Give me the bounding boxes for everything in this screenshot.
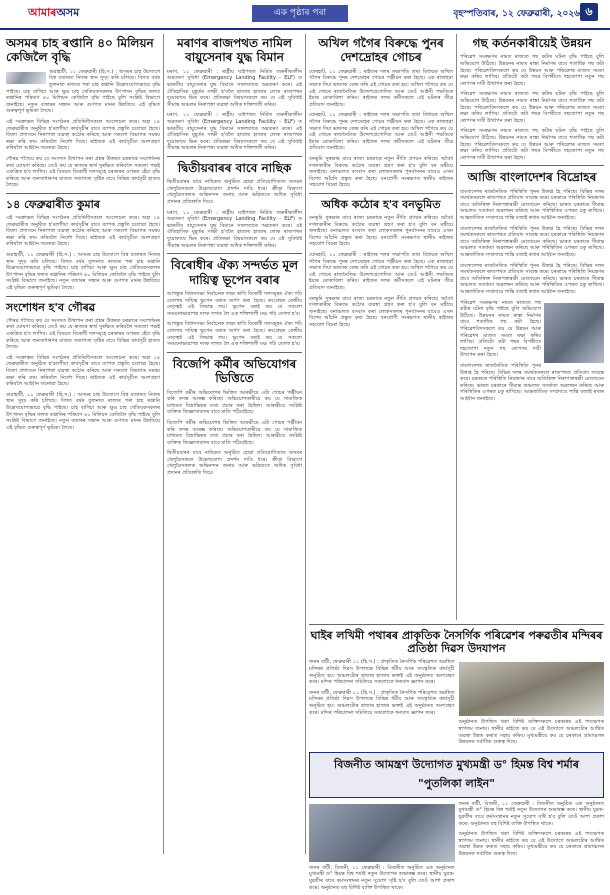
divider (167, 352, 302, 353)
article-text: এই সংক্ৰান্তত বিভিন্ন সংগঠনৰ প্ৰতিনিধিসকলে আলোচনা কৰে। অহা ১৪ ফেব্ৰুৱাৰীত অনুষ্ঠিত হ'বলগীয়া কাৰ্যসূচীৰ বাবে ব্যাপক প্ৰস্তুতি চলোৱা হৈছে। জিলা প্ৰশাসনে নিৰাপত্তা ব্যৱস্থা কঠোৰ কৰিছে আৰু সকলো বিভাগক সমন্বয় ৰক্ষা কৰি কাম কৰিবলৈ নিৰ্দেশ দিছে। ৰাইজক এই কাৰ্যসূচীত অংশগ্ৰহণ কৰিবলৈ আহ্বান জনোৱা হৈছে। (6, 118, 160, 152)
date-line: বৃহস্পতিবাৰ, ১২ ফেব্ৰুৱাৰী, ২০২৬ (453, 9, 580, 19)
article-text: বাংলাদেশৰ ৰাজনৈতিক পৰিস্থিতি পুনৰ উত্তপ্ত হৈ পৰিছে। বিভিন্ন দলৰ সমৰ্থকসকলে ৰাজপথত প্ৰতিবাদ সাব্যস্ত কৰে। চৰকাৰে পৰিস্থিতি নিয়ন্ত্ৰণৰ বাবে অতিৰিক্ত নিৰাপত্তাৰক্ষী মোতায়েন কৰিছে। ভাৰত চৰকাৰে সীমান্ত অঞ্চলত সতৰ্কতা অৱলম্বন কৰিছে আৰু পৰিস্থিতিৰ ওপৰত চকু ৰাখিছে। আন্তৰ্জাতিক সম্প্ৰদায়ে শান্তি বজাই ৰখাৰ আহ্বান জনাইছে। (460, 262, 604, 295)
bottom-feature (309, 620, 604, 891)
article-text: গুৱাহাটী, ১১ ফেব্ৰুৱাৰী (হি.স.) : অসমৰ চাহ উদ্যোগে বিশ্ব বজাৰত নিজৰ স্থান সুদৃঢ় কৰি চলিছে। বিগত বৰ্ষৰ তুলনাত ৰাজ্যৰ পৰা চাহ ৰপ্তানি উল্লেখযোগ্যভাৱে বৃদ্ধি পাইছে। চাহ বাগিচা আৰু ক্ষুদ্ৰ চাহ খেতিয়কসকলৰ উৎপাদন বৃদ্ধিৰ ফলত ৰপ্তানিৰ পৰিমাণ ৪০ মিলিয়ন কেজিলৈ বৃদ্ধি পাইছে বুলি সংশ্লিষ্ট বিভাগে জনাইছে। নতুন বজাৰৰ সন্ধান আৰু গুণগত মানৰ উন্নতিয়ে এই বৃদ্ধিত গুৰুত্বপূৰ্ণ ভূমিকা লৈছে। (6, 252, 160, 291)
article-text: গুৱাহাটী, ১১ ফেব্ৰুৱাৰী (হি.স.) : অসমৰ চাহ উদ্যোগে বিশ্ব বজাৰত নিজৰ স্থান সুদৃঢ় কৰি চলিছে। বিগত বৰ্ষৰ তুলনাত ৰাজ্যৰ পৰা চাহ ৰপ্তানি উল্লেখযোগ্যভাৱে বৃদ্ধি পাইছে। চাহ বাগিচা আৰু ক্ষুদ্ৰ চাহ খেতিয়কসকলৰ উৎপাদন বৃদ্ধিৰ ফলত ৰপ্তানিৰ পৰিমাণ ৪০ মিলিয়ন কেজিলৈ বৃদ্ধি পাইছে বুলি সংশ্লিষ্ট বিভাগে জনাইছে। নতুন বজাৰৰ সন্ধান আৰু গুণগত মানৰ উন্নতিয়ে এই বৃদ্ধিত গুৰুত্বপূৰ্ণ ভূমিকা লৈছে। (6, 68, 160, 115)
column-rule (163, 34, 164, 854)
article-text: জনৰ বাটী, ফেব্ৰুৱাৰী ১১ (হি.স.) : প্ৰাকৃতিক নৈসৰ্গিক পৰিৱেশত অৱস্থিত মন্দিৰৰ প্ৰতিষ্ঠা দিৱস উপলক্ষে বিভিন্ন ধৰ্মীয় আৰু সাংস্কৃতিক কাৰ্যসূচী অনুষ্ঠিত হয়। অঞ্চলটোৰ হাজাৰ হাজাৰ ভক্তই এই অনুষ্ঠানত অংশগ্ৰহণ কৰে। মন্দিৰ পৰিচালনা সমিতিয়ে সকলোকে ধন্যবাদ জ্ঞাপন কৰে। (309, 659, 455, 686)
divider (167, 156, 302, 157)
headline-tree-cutting: গছ কৰ্তনকাৰীয়েই উন্নয়ন (472, 36, 592, 50)
article-text: পৰিৱেশ সংৰক্ষণৰ নামত ৰাজ্যত গছ কটাৰ ঘটনা বৃদ্ধি পাইছে বুলি অভিযোগ উঠিছে। উন্নয়নৰ নামত ৰাস্তা নিৰ্মাণৰ বাবে শতাধিক গছ কটা হৈছে। পৰিৱেশবিদসকলে কয় যে উন্নয়ন আৰু পৰিৱেশৰ মাজত সমতা ৰক্ষা কৰিব লাগিব। প্ৰতিটো কটা গছৰ বিপৰীতে দহজোপা নতুন গছ ৰোপণৰ দাবী উত্থাপন কৰা হৈছে। (460, 54, 604, 87)
temple-photo (459, 662, 605, 716)
article-text: বনভূমি সুৰক্ষাৰ বাবে ৰাজ্য চৰকাৰে নতুন নীতি প্ৰণয়ন কৰিছে। অবৈধ দখলকাৰীৰ বিৰুদ্ধে কঠোৰ ব্যৱস্থা গ্ৰহণ কৰা হ'ব বুলি বন মন্ত্ৰীয়ে জনাইছে। বনাঞ্চলত বসবাস কৰা লোকসকলৰ পুনৰ্বাসনৰ বাবেও এখন বিশেষ আঁচনি প্ৰস্তুত কৰা হৈছে। বন্যপ্ৰাণী সংৰক্ষণত স্থানীয় ৰাইজৰ সহযোগ বিচৰা হৈছে। (309, 155, 453, 189)
divider (6, 296, 160, 297)
article-text: গৌৰৱ গগৈয়ে কয় যে সংসদত উত্থাপন কৰা প্ৰশ্নৰ উত্তৰত চৰকাৰে সংশোধনৰ কথা ঘোষণা কৰিছে। তেওঁ কয় যে ৰাজ্যৰ স্বাৰ্থ সুৰক্ষিত কৰিবলৈ সকলো পক্ষই একত্ৰিত হ'ব লাগিব। এই বিষয়ত বিৰোধী দলসমূহে চৰকাৰৰ ওপৰত হেঁচা বৃদ্ধি কৰিছে আৰু জনসাধাৰণৰ মাজত সজাগতা সৃষ্টিৰ বাবে বিভিন্ন কাৰ্যসূচী হাতত লৈছে। (6, 155, 160, 189)
divider (309, 624, 604, 625)
headline-tea-export: অসমৰ চাহ ৰপ্তানি ৪০ মিলিয়ন কেজিলৈ বৃদ্ধি (6, 36, 154, 65)
divider (309, 193, 453, 194)
article-text: জনৰ বাটী, ফেব্ৰুৱাৰী ১১ (হি.স.) : প্ৰাকৃতিক নৈসৰ্গিক পৰিৱেশত অৱস্থিত মন্দিৰৰ প্ৰতিষ্ঠা দিৱস উপলক্ষে বিভিন্ন ধৰ্মীয় আৰু সাংস্কৃতিক কাৰ্যসূচী অনুষ্ঠিত হয়। অঞ্চলটোৰ হাজাৰ হাজাৰ ভক্তই এই অনুষ্ঠানত অংশগ্ৰহণ কৰে। মন্দিৰ পৰিচালনা সমিতিয়ে সকলোকে ধন্যবাদ জ্ঞাপন কৰে। (309, 689, 455, 716)
article-text: জনৰ বাটী, বিজনী, ১১ ফেব্ৰুৱাৰী : বিজনীত অনুষ্ঠিত এক অনুষ্ঠানত মুখ্যমন্ত্ৰী ড° হিমন্ত বিশ্ব শৰ্মাই নতুন উদ্যোগৰ শুভাৰম্ভ কৰে। স্থানীয় যুৱক-যুৱতীৰ বাবে কৰ্মসংস্থানৰ নতুন সুযোগ সৃষ্টি হ'ব বুলি তেওঁ আশা প্ৰকাশ কৰে। অনুষ্ঠানত বহু বিশিষ্ট ব্যক্তি উপস্থিত থাকে। (309, 864, 455, 891)
article-text: জনৰ বাটী, বিজনী, ১১ ফেব্ৰুৱাৰী : বিজনীত অনুষ্ঠিত এক অনুষ্ঠানত মুখ্যমন্ত্ৰী ড° হিমন্ত বিশ্ব শৰ্মাই নতুন উদ্যোগৰ শুভাৰম্ভ কৰে। স্থানীয় যুৱক-যুৱতীৰ বাবে কৰ্মসংস্থানৰ নতুন সুযোগ সৃষ্টি হ'ব বুলি তেওঁ আশা প্ৰকাশ কৰে। অনুষ্ঠানত বহু বিশিষ্ট ব্যক্তি উপস্থিত থাকে। (458, 800, 604, 827)
page-number: ৬ (580, 3, 598, 21)
column-1 (6, 34, 160, 854)
article-text: বাংলাদেশৰ ৰাজনৈতিক পৰিস্থিতি পুনৰ উত্তপ্ত হৈ পৰিছে। বিভিন্ন দলৰ সমৰ্থকসকলে ৰাজপথত প্ৰতিবাদ সাব্যস্ত কৰে। চৰকাৰে পৰিস্থিতি নিয়ন্ত্ৰণৰ বাবে অতিৰিক্ত নিৰাপত্তাৰক্ষী মোতায়েন কৰিছে। ভাৰত চৰকাৰে সীমান্ত অঞ্চলত সতৰ্কতা অৱলম্বন কৰিছে আৰু পৰিস্থিতিৰ ওপৰত চকু ৰাখিছে। আন্তৰ্জাতিক সম্প্ৰদায়ে শান্তি বজাই ৰখাৰ আহ্বান জনাইছে। (460, 225, 604, 259)
article-text: বনভূমি সুৰক্ষাৰ বাবে ৰাজ্য চৰকাৰে নতুন নীতি প্ৰণয়ন কৰিছে। অবৈধ দখলকাৰীৰ বিৰুদ্ধে কঠোৰ ব্যৱস্থা গ্ৰহণ কৰা হ'ব বুলি বন মন্ত্ৰীয়ে জনাইছে। বনাঞ্চলত বসবাস কৰা লোকসকলৰ পুনৰ্বাসনৰ বাবেও এখন বিশেষ আঁচনি প্ৰস্তুত কৰা হৈছে। বন্যপ্ৰাণী সংৰক্ষণত স্থানীয় ৰাইজৰ সহযোগ বিচৰা হৈছে। (309, 215, 453, 248)
headline-bangladesh: আজি বাংলাদেশৰ বিদ্ৰোহৰ (467, 170, 597, 185)
article-text: অনুষ্ঠানত উপস্থিত থকা বিশিষ্ট ব্যক্তিসকলে চৰকাৰৰ এই পদক্ষেপক স্বাগতম জনায়। স্থানীয় ৰাইজে কয় যে এই উদ্যোগে অঞ্চলটোৰ আৰ্থিক অৱস্থা উন্নত কৰাত সহায় কৰিব। মুখ্যমন্ত্ৰীয়ে কয় যে চৰকাৰে গ্ৰামাঞ্চলৰ উন্নয়নক সৰ্বাধিক গুৰুত্ব দিছে। (458, 831, 604, 857)
headline-air-force-landing: মৰাণৰ ৰাজপথত নামিল বায়ুসেনাৰ যুদ্ধ বিমান (177, 36, 292, 65)
article-text: পৰিৱেশ সংৰক্ষণৰ নামত ৰাজ্যত গছ কটাৰ ঘটনা বৃদ্ধি পাইছে বুলি অভিযোগ উঠিছে। উন্নয়নৰ নামত ৰাস্তা নিৰ্মাণৰ বাবে শতাধিক গছ কটা হৈছে। পৰিৱেশবিদসকলে কয় যে উন্নয়ন আৰু পৰিৱেশৰ মাজত সমতা ৰক্ষা কৰিব লাগিব। প্ৰতিটো কটা গছৰ বিপৰীতে দহজোপা নতুন গছ ৰোপণৰ দাবী উত্থাপন কৰা হৈছে। (460, 299, 541, 359)
column-rule (305, 34, 306, 854)
article-text: দ্বিতীয়বাৰৰ বাবে নাছিকত অনুষ্ঠিত হোৱা প্ৰতিযোগিতাত অসমৰ খেলুৱৈসকলে উল্লেখযোগ্য প্ৰদৰ্শন দাঙি ধৰে। ক্ৰীড়া বিভাগে খেলুৱৈসকলক অভিনন্দন জনায় আৰু ভৱিষ্যতে অধিক সুবিধা প্ৰদানৰ প্ৰতিশ্ৰুতি দিয়ে। (167, 179, 302, 206)
headline-temple-anniversary: ঘাইৰ লখিমী পথাৰৰ প্ৰাকৃতিক নৈসৰ্গিক পৰিৱেশৰ পৰুৱতীৰ মন্দিৰৰ প্ৰতিষ্ঠা দিৱস উদযাপন (310, 629, 603, 656)
article-text: গৌৰৱ গগৈয়ে কয় যে সংসদত উত্থাপন কৰা প্ৰশ্নৰ উত্তৰত চৰকাৰে সংশোধনৰ কথা ঘোষণা কৰিছে। তেওঁ কয় যে ৰাজ্যৰ স্বাৰ্থ সুৰক্ষিত কৰিবলৈ সকলো পক্ষই একত্ৰিত হ'ব লাগিব। এই বিষয়ত বিৰোধী দলসমূহে চৰকাৰৰ ওপৰত হেঁচা বৃদ্ধি কৰিছে আৰু জনসাধাৰণৰ মাজত সজাগতা সৃষ্টিৰ বাবে বিভিন্ন কাৰ্যসূচী হাতত লৈছে। (6, 317, 160, 351)
section-banner: এক পৃষ্ঠাৰ পৰা (252, 5, 348, 22)
headline-amendment: সংশোধন হ'ব গৌৰৱ (6, 300, 96, 314)
thumbnail-photo (6, 72, 46, 84)
article-text: আগন্তুক বিধানসভা নিৰ্বাচনক লক্ষ্য ৰাখি বিৰোধী দলসমূহৰ ঐক্য গঢ়ি তোলাৰ দায়িত্ব ভূপেন বৰাক অৰ্পণ কৰা হৈছে। কংগ্ৰেছৰ কেন্দ্ৰীয় নেতৃত্বই এই সিদ্ধান্ত লয়। ভূপেন বৰাই কয় যে সকলো সমমনোভাৱাপন্ন দলক লগত লৈ এক শক্তিশালী মঞ্চ গঢ়ি তোলা হ'ব। (167, 291, 302, 317)
article-text: দ্বিতীয়বাৰৰ বাবে নাছিকত অনুষ্ঠিত হোৱা প্ৰতিযোগিতাত অসমৰ খেলুৱৈসকলে উল্লেখযোগ্য প্ৰদৰ্শন দাঙি ধৰে। ক্ৰীড়া বিভাগে খেলুৱৈসকলক অভিনন্দন জনায় আৰু ভৱিষ্যতে অধিক সুবিধা প্ৰদানৰ প্ৰতিশ্ৰুতি দিয়ে। (167, 450, 302, 477)
headline-forest-land: অধিক কঠোৰ হ'ব বনভূমিত (321, 197, 441, 211)
page-header (0, 0, 610, 30)
headline-feb-14: ১৪ ফেব্ৰুৱাৰীত কুমাৰ (6, 197, 100, 211)
column-2 (167, 34, 302, 854)
article-text: আগন্তুক বিধানসভা নিৰ্বাচনক লক্ষ্য ৰাখি বিৰোধী দলসমূহৰ ঐক্য গঢ়ি তোলাৰ দায়িত্ব ভূপেন বৰাক অৰ্পণ কৰা হৈছে। কংগ্ৰেছৰ কেন্দ্ৰীয় নেতৃত্বই এই সিদ্ধান্ত লয়। ভূপেন বৰাই কয় যে সকলো সমমনোভাৱাপন্ন দলক লগত লৈ এক শক্তিশালী মঞ্চ গঢ়ি তোলা হ'ব। (167, 321, 302, 348)
article-text: বনভূমি সুৰক্ষাৰ বাবে ৰাজ্য চৰকাৰে নতুন নীতি প্ৰণয়ন কৰিছে। অবৈধ দখলকাৰীৰ বিৰুদ্ধে কঠোৰ ব্যৱস্থা গ্ৰহণ কৰা হ'ব বুলি বন মন্ত্ৰীয়ে জনাইছে। বনাঞ্চলত বসবাস কৰা লোকসকলৰ পুনৰ্বাসনৰ বাবেও এখন বিশেষ আঁচনি প্ৰস্তুত কৰা হৈছে। বন্যপ্ৰাণী সংৰক্ষণত স্থানীয় ৰাইজৰ সহযোগ বিচৰা হৈছে। (309, 295, 453, 328)
article-text: অনুষ্ঠানত উপস্থিত থকা বিশিষ্ট ব্যক্তিসকলে চৰকাৰৰ এই পদক্ষেপক স্বাগতম জনায়। স্থানীয় ৰাইজে কয় যে এই উদ্যোগে অঞ্চলটোৰ আৰ্থিক অৱস্থা উন্নত কৰাত সহায় কৰিব। মুখ্যমন্ত্ৰীয়ে কয় যে চৰকাৰে গ্ৰামাঞ্চলৰ উন্নয়নক সৰ্বাধিক গুৰুত্ব দিছে। (458, 719, 604, 746)
divider (460, 165, 604, 166)
chief-minister-photo (309, 804, 455, 862)
article-text: পৰিৱেশ সংৰক্ষণৰ নামত ৰাজ্যত গছ কটাৰ ঘটনা বৃদ্ধি পাইছে বুলি অভিযোগ উঠিছে। উন্নয়নৰ নামত ৰাস্তা নিৰ্মাণৰ বাবে শতাধিক গছ কটা হৈছে। পৰিৱেশবিদসকলে কয় যে উন্নয়ন আৰু পৰিৱেশৰ মাজত সমতা ৰক্ষা কৰিব লাগিব। প্ৰতিটো কটা গছৰ বিপৰীতে দহজোপা নতুন গছ ৰোপণৰ দাবী উত্থাপন কৰা হৈছে। (460, 91, 604, 124)
headline-bjp-complaint: বিজেপি কৰ্মীৰ অভিযোগৰ ভিত্তিতে (172, 356, 297, 386)
divider (6, 193, 160, 194)
article-text: বিজেপি কৰ্মীৰ অভিযোগৰ ভিত্তিত আৰক্ষীয়ে এটা গোচৰ পঞ্জীয়ন কৰি তদন্ত আৰম্ভ কৰিছে। অভিযোগকাৰীয়ে কয় যে সামাজিক মাধ্যমত বিভ্ৰান্তিকৰ তথ্য প্ৰচাৰ কৰা হৈছিল। আৰক্ষীয়ে সংশ্লিষ্ট ব্যক্তিক জিজ্ঞাসাবাদৰ বাবে মাতি পঠিয়াইছে। (167, 389, 302, 416)
article-text: মৰাণ, ১১ ফেব্ৰুৱাৰী : ৰাষ্ট্ৰীয় ঘাইপথত নিৰ্মিত জৰুৰীকালীন অৱতৰণ সুবিধা (Emergency Landing Facility - ELF) ত ভাৰতীয় বায়ুসেনাৰ যুদ্ধ বিমানে সফলতাৰে অৱতৰণ কৰে। এই ঐতিহাসিক মুহূৰ্তৰ সাক্ষী হ'বলৈ হাজাৰ হাজাৰ লোক ৰাজপথৰ দুয়োকাষে ভিৰ কৰে। প্ৰতিৰক্ষা বিষয়াসকলে কয় যে এই সুবিধাই সীমান্ত অঞ্চলৰ নিৰাপত্তা ব্যৱস্থা অধিক শক্তিশালী কৰিব। (167, 68, 302, 108)
article-text: মৰাণ, ১১ ফেব্ৰুৱাৰী : ৰাষ্ট্ৰীয় ঘাইপথত নিৰ্মিত জৰুৰীকালীন অৱতৰণ সুবিধা (Emergency Landing Facility - ELF) ত ভাৰতীয় বায়ুসেনাৰ যুদ্ধ বিমানে সফলতাৰে অৱতৰণ কৰে। এই ঐতিহাসিক মুহূৰ্তৰ সাক্ষী হ'বলৈ হাজাৰ হাজাৰ লোক ৰাজপথৰ দুয়োকাষে ভিৰ কৰে। প্ৰতিৰক্ষা বিষয়াসকলে কয় যে এই সুবিধাই সীমান্ত অঞ্চলৰ নিৰাপত্তা ব্যৱস্থা অধিক শক্তিশালী কৰিব। (167, 112, 302, 152)
column-3 (309, 34, 453, 622)
article-text: পৰিৱেশ সংৰক্ষণৰ নামত ৰাজ্যত গছ কটাৰ ঘটনা বৃদ্ধি পাইছে বুলি অভিযোগ উঠিছে। উন্নয়নৰ নামত ৰাস্তা নিৰ্মাণৰ বাবে শতাধিক গছ কটা হৈছে। পৰিৱেশবিদসকলে কয় যে উন্নয়ন আৰু পৰিৱেশৰ মাজত সমতা ৰক্ষা কৰিব লাগিব। প্ৰতিটো কটা গছৰ বিপৰীতে দহজোপা নতুন গছ ৰোপণৰ দাবী উত্থাপন কৰা হৈছে। (460, 128, 604, 161)
article-text: বিজেপি কৰ্মীৰ অভিযোগৰ ভিত্তিত আৰক্ষীয়ে এটা গোচৰ পঞ্জীয়ন কৰি তদন্ত আৰম্ভ কৰিছে। অভিযোগকাৰীয়ে কয় যে সামাজিক মাধ্যমত বিভ্ৰান্তিকৰ তথ্য প্ৰচাৰ কৰা হৈছিল। আৰক্ষীয়ে সংশ্লিষ্ট ব্যক্তিক জিজ্ঞাসাবাদৰ বাবে মাতি পঠিয়াইছে। (167, 419, 302, 446)
article-text: বাংলাদেশৰ ৰাজনৈতিক পৰিস্থিতি পুনৰ উত্তপ্ত হৈ পৰিছে। বিভিন্ন দলৰ সমৰ্থকসকলে ৰাজপথত প্ৰতিবাদ সাব্যস্ত কৰে। চৰকাৰে পৰিস্থিতি নিয়ন্ত্ৰণৰ বাবে অতিৰিক্ত নিৰাপত্তাৰক্ষী মোতায়েন কৰিছে। ভাৰত চৰকাৰে সীমান্ত অঞ্চলত সতৰ্কতা অৱলম্বন কৰিছে আৰু পৰিস্থিতিৰ ওপৰত চকু ৰাখিছে। আন্তৰ্জাতিক সম্প্ৰদায়ে শান্তি বজাই ৰখাৰ আহ্বান জনাইছে। (460, 188, 604, 222)
headline-nashik: দ্বিতীয়বাৰৰ বাবে নাছিক (177, 160, 292, 175)
article-text: মৰাণ, ১১ ফেব্ৰুৱাৰী : ৰাষ্ট্ৰীয় ঘাইপথত নিৰ্মিত জৰুৰীকালীন অৱতৰণ সুবিধা (Emergency Landing Facility - ELF) ত ভাৰতীয় বায়ুসেনাৰ যুদ্ধ বিমানে সফলতাৰে অৱতৰণ কৰে। এই ঐতিহাসিক মুহূৰ্তৰ সাক্ষী হ'বলৈ হাজাৰ হাজাৰ লোক ৰাজপথৰ দুয়োকাষে ভিৰ কৰে। প্ৰতিৰক্ষা বিষয়াসকলে কয় যে এই সুবিধাই সীমান্ত অঞ্চলৰ নিৰাপত্তা ব্যৱস্থা অধিক শক্তিশালী কৰিব। (167, 209, 302, 249)
article-text: যোৰহাট, ১১ ফেব্ৰুৱাৰী : ৰাইজৰ দলৰ সভাপতি তথা বিধায়ক অখিল গগৈৰ বিৰুদ্ধে পুনৰ দেশদ্ৰোহৰ গোচৰ পঞ্জীয়ন কৰা হৈছে। এক ৰাজহুৱা সভাত দিয়া ভাষণক কেন্দ্ৰ কৰি এই গোচৰ তৰা হয়। অখিল গগৈয়ে কয় যে এই গোচৰ ৰাজনৈতিক উদ্দেশ্যপ্ৰণোদিত আৰু তেওঁ আইনী পদ্ধতিৰে ইয়াৰ মোকাবিলা কৰিব। ৰাইজৰ দলৰ কৰ্মীসকলে এই ঘটনাৰ তীব্ৰ প্ৰতিবাদ জনাইছে। (309, 112, 453, 152)
article-text: বাংলাদেশৰ ৰাজনৈতিক পৰিস্থিতি পুনৰ উত্তপ্ত হৈ পৰিছে। বিভিন্ন দলৰ সমৰ্থকসকলে ৰাজপথত প্ৰতিবাদ সাব্যস্ত কৰে। চৰকাৰে পৰিস্থিতি নিয়ন্ত্ৰণৰ বাবে অতিৰিক্ত নিৰাপত্তাৰক্ষী মোতায়েন কৰিছে। ভাৰত চৰকাৰে সীমান্ত অঞ্চলত সতৰ্কতা অৱলম্বন কৰিছে আৰু পৰিস্থিতিৰ ওপৰত চকু ৰাখিছে। আন্তৰ্জাতিক সম্প্ৰদায়ে শান্তি বজাই ৰখাৰ আহ্বান জনাইছে। (460, 362, 604, 402)
headline-chief-minister-bijni: বিজনীত আমন্ত্ৰণ উদ্যোগত মুখ্যমন্ত্ৰী ড° হিমন্ত বিশ্ব শৰ্মাৰ "পুতলিকা লাইন" (309, 752, 604, 798)
news-photo (544, 303, 604, 363)
divider (167, 253, 302, 254)
article-text: এই সংক্ৰান্তত বিভিন্ন সংগঠনৰ প্ৰতিনিধিসকলে আলোচনা কৰে। অহা ১৪ ফেব্ৰুৱাৰীত অনুষ্ঠিত হ'বলগীয়া কাৰ্যসূচীৰ বাবে ব্যাপক প্ৰস্তুতি চলোৱা হৈছে। জিলা প্ৰশাসনে নিৰাপত্তা ব্যৱস্থা কঠোৰ কৰিছে আৰু সকলো বিভাগক সমন্বয় ৰক্ষা কৰি কাম কৰিবলৈ নিৰ্দেশ দিছে। ৰাইজক এই কাৰ্যসূচীত অংশগ্ৰহণ কৰিবলৈ আহ্বান জনোৱা হৈছে। (6, 354, 160, 388)
article-text: এই সংক্ৰান্তত বিভিন্ন সংগঠনৰ প্ৰতিনিধিসকলে আলোচনা কৰে। অহা ১৪ ফেব্ৰুৱাৰীত অনুষ্ঠিত হ'বলগীয়া কাৰ্যসূচীৰ বাবে ব্যাপক প্ৰস্তুতি চলোৱা হৈছে। জিলা প্ৰশাসনে নিৰাপত্তা ব্যৱস্থা কঠোৰ কৰিছে আৰু সকলো বিভাগক সমন্বয় ৰক্ষা কৰি কাম কৰিবলৈ নিৰ্দেশ দিছে। ৰাইজক এই কাৰ্যসূচীত অংশগ্ৰহণ কৰিবলৈ আহ্বান জনোৱা হৈছে। (6, 215, 160, 248)
masthead-logo: আমাৰঅসম (28, 6, 80, 19)
article-text: যোৰহাট, ১১ ফেব্ৰুৱাৰী : ৰাইজৰ দলৰ সভাপতি তথা বিধায়ক অখিল গগৈৰ বিৰুদ্ধে পুনৰ দেশদ্ৰোহৰ গোচৰ পঞ্জীয়ন কৰা হৈছে। এক ৰাজহুৱা সভাত দিয়া ভাষণক কেন্দ্ৰ কৰি এই গোচৰ তৰা হয়। অখিল গগৈয়ে কয় যে এই গোচৰ ৰাজনৈতিক উদ্দেশ্যপ্ৰণোদিত আৰু তেওঁ আইনী পদ্ধতিৰে ইয়াৰ মোকাবিলা কৰিব। ৰাইজৰ দলৰ কৰ্মীসকলে এই ঘটনাৰ তীব্ৰ প্ৰতিবাদ জনাইছে। (309, 68, 453, 108)
article-text: যোৰহাট, ১১ ফেব্ৰুৱাৰী : ৰাইজৰ দলৰ সভাপতি তথা বিধায়ক অখিল গগৈৰ বিৰুদ্ধে পুনৰ দেশদ্ৰোহৰ গোচৰ পঞ্জীয়ন কৰা হৈছে। এক ৰাজহুৱা সভাত দিয়া ভাষণক কেন্দ্ৰ কৰি এই গোচৰ তৰা হয়। অখিল গগৈয়ে কয় যে এই গোচৰ ৰাজনৈতিক উদ্দেশ্যপ্ৰণোদিত আৰু তেওঁ আইনী পদ্ধতিৰে ইয়াৰ মোকাবিলা কৰিব। ৰাইজৰ দলৰ কৰ্মীসকলে এই ঘটনাৰ তীব্ৰ প্ৰতিবাদ জনাইছে। (309, 252, 453, 291)
article-text: গুৱাহাটী, ১১ ফেব্ৰুৱাৰী (হি.স.) : অসমৰ চাহ উদ্যোগে বিশ্ব বজাৰত নিজৰ স্থান সুদৃঢ় কৰি চলিছে। বিগত বৰ্ষৰ তুলনাত ৰাজ্যৰ পৰা চাহ ৰপ্তানি উল্লেখযোগ্যভাৱে বৃদ্ধি পাইছে। চাহ বাগিচা আৰু ক্ষুদ্ৰ চাহ খেতিয়কসকলৰ উৎপাদন বৃদ্ধিৰ ফলত ৰপ্তানিৰ পৰিমাণ ৪০ মিলিয়ন কেজিলৈ বৃদ্ধি পাইছে বুলি সংশ্লিষ্ট বিভাগে জনাইছে। নতুন বজাৰৰ সন্ধান আৰু গুণগত মানৰ উন্নতিয়ে এই বৃদ্ধিত গুৰুত্বপূৰ্ণ ভূমিকা লৈছে। (6, 391, 160, 431)
headline-opposition-unity: বিৰোধীৰ ঐক্য সন্দৰ্ভত মূল দায়িত্ব ভূপেন বৰাৰ (170, 258, 299, 287)
headline-akhil-gogoi: অখিল গগৈৰ বিৰুদ্ধে পুনৰ দেশদ্ৰোহৰ গোচৰ (318, 36, 444, 65)
